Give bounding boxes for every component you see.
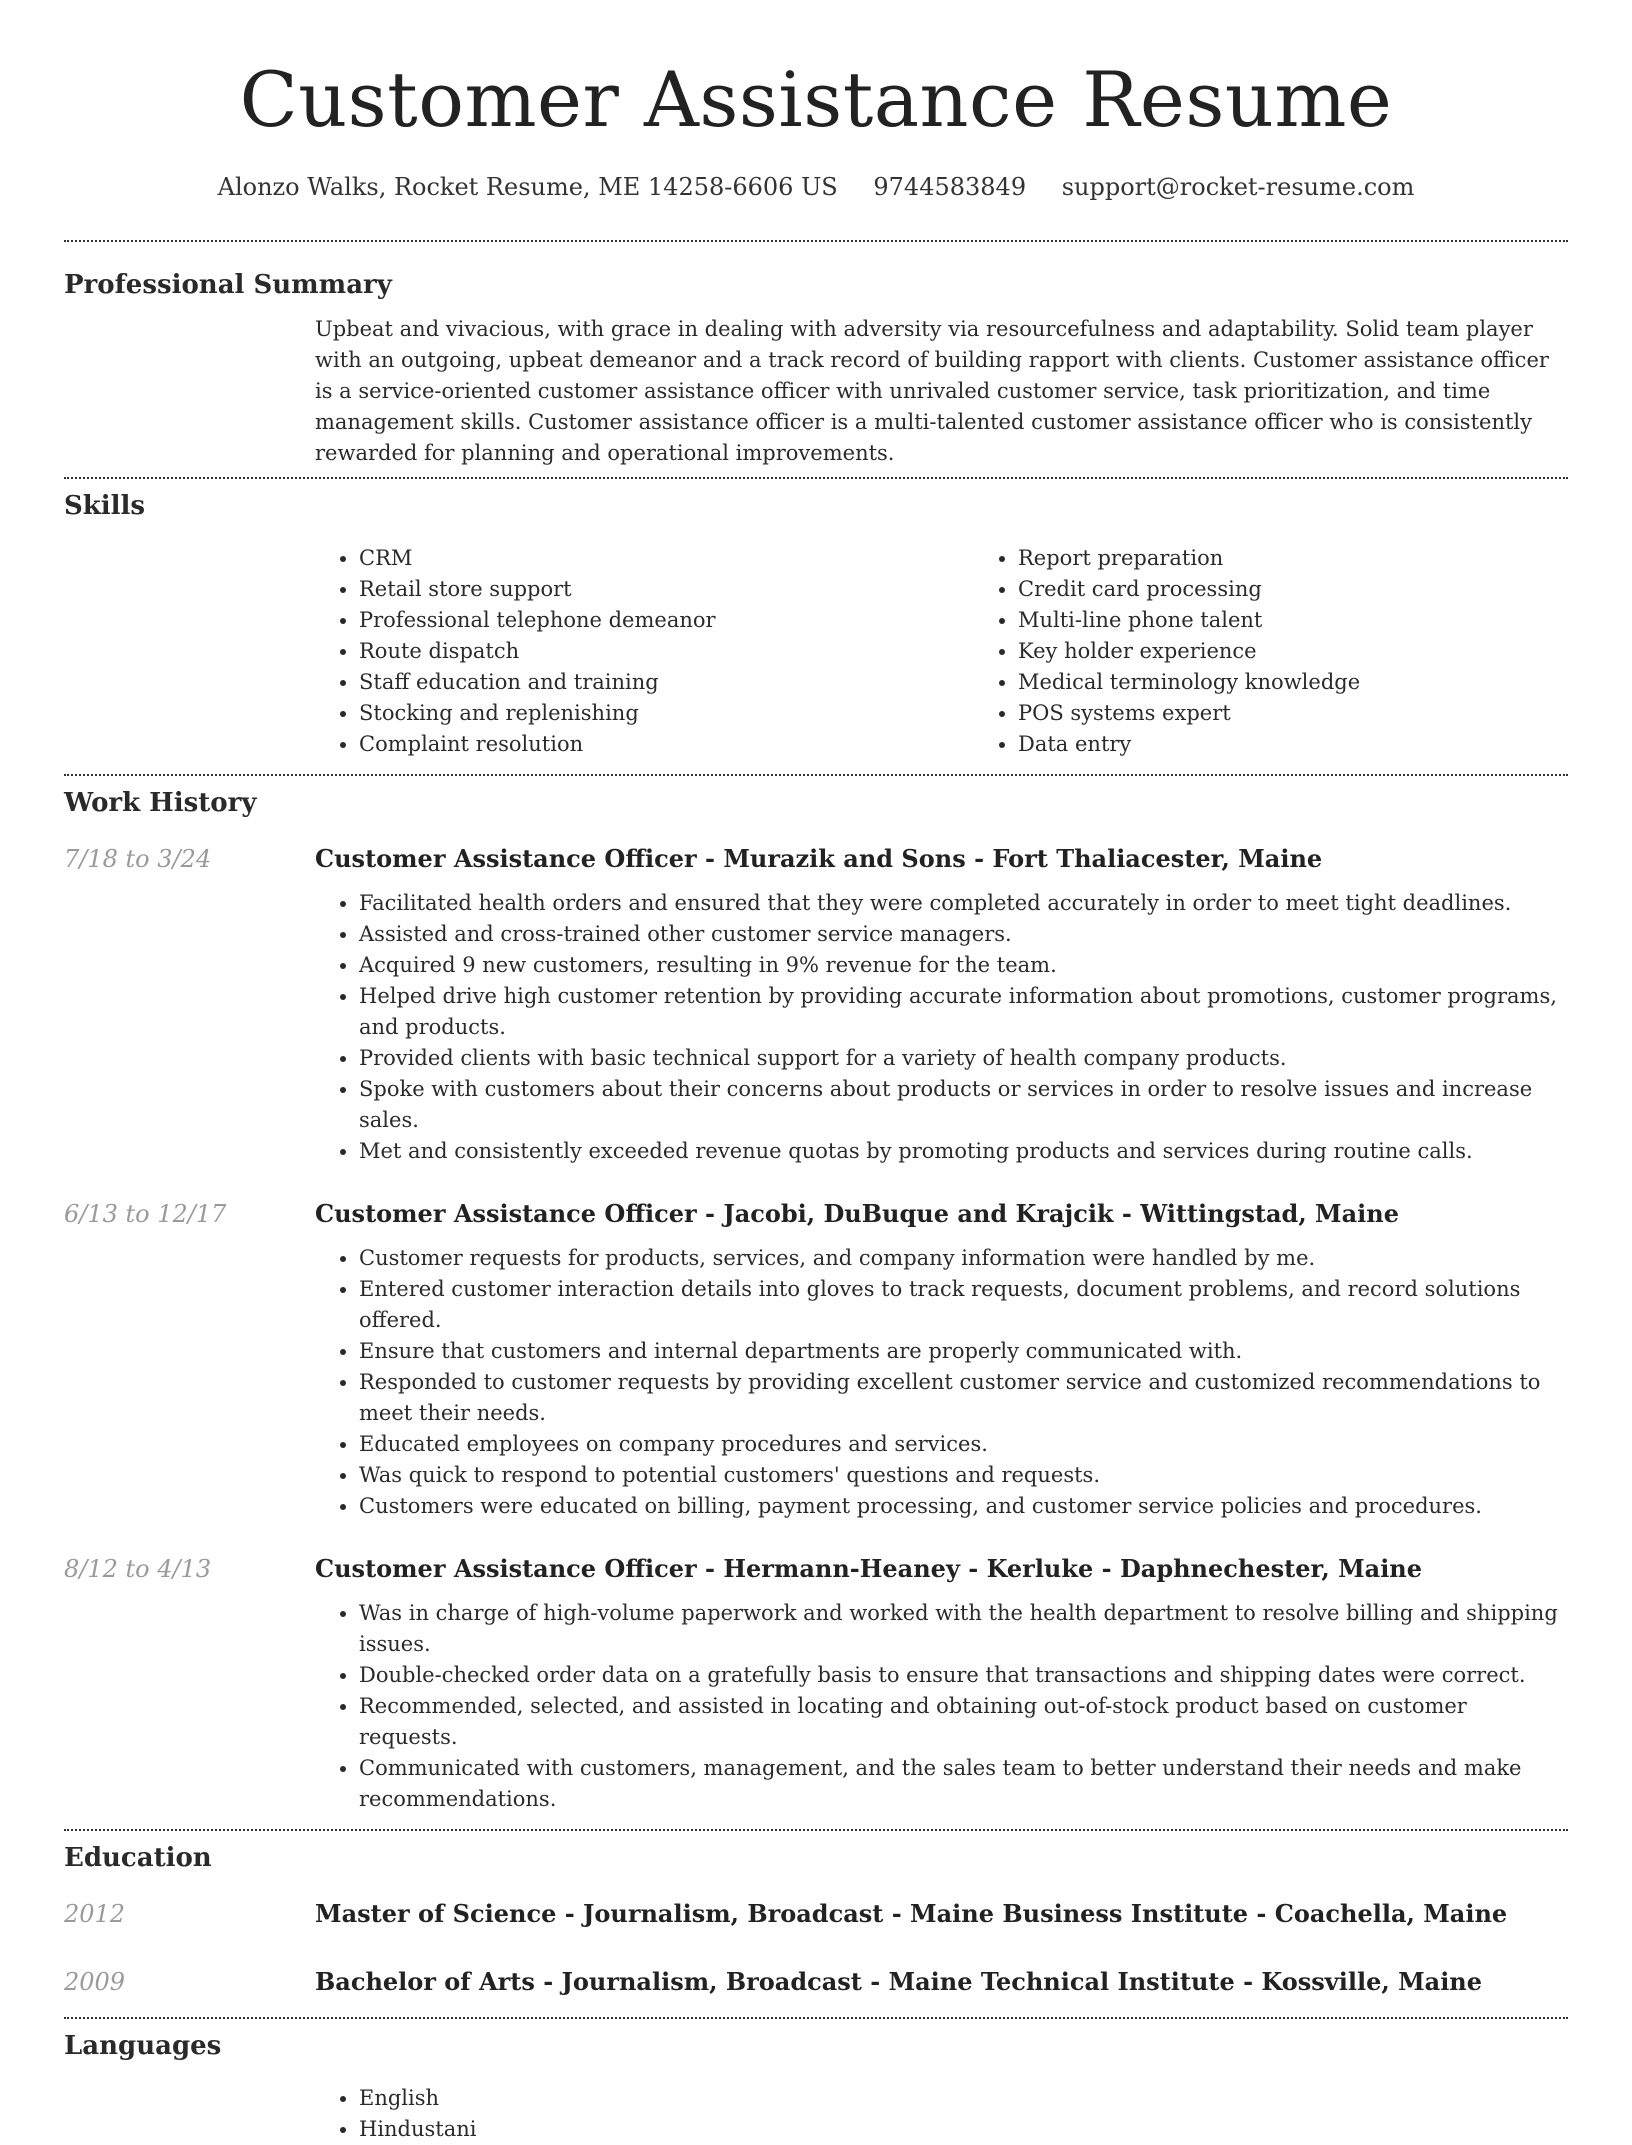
skills-left-spacer	[64, 543, 315, 760]
job-dates: 7/18 to 3/24	[64, 845, 212, 873]
work-section	[64, 776, 1568, 1815]
education-section	[64, 1831, 1568, 1999]
skill-item: • Professional telephone demeanor	[359, 605, 974, 636]
job-bullet: • Assisted and cross-trained other customer service managers.	[359, 919, 1568, 950]
job-bullet: • Customer requests for products, services, and company information were handled by me.	[359, 1243, 1568, 1274]
skill-item: • Credit card processing	[1018, 574, 1632, 605]
languages-list	[315, 2083, 1568, 2145]
job-bullet: • Responded to customer requests by providing excellent customer service and customized recommendations to meet their needs.	[359, 1367, 1568, 1429]
job-bullet: • Spoke with customers about their concerns about products or services in order to resolve issues and increase sales.	[359, 1074, 1568, 1136]
job-bullet: • Ensure that customers and internal departments are properly communicated with.	[359, 1336, 1568, 1367]
job-entry	[64, 1197, 1568, 1522]
education-heading: Education	[64, 1843, 212, 1873]
job-bullet: • Acquired 9 new customers, resulting in 9% revenue for the team.	[359, 950, 1568, 981]
contact-line	[64, 170, 1568, 204]
job-bullet: • Recommended, selected, and assisted in locating and obtaining out-of-stock product based on customer requests.	[359, 1691, 1568, 1753]
job-dates: 6/13 to 12/17	[64, 1200, 227, 1228]
job-bullet: • Was quick to respond to potential customers' questions and requests.	[359, 1460, 1568, 1491]
skill-item: • Staff education and training	[359, 667, 974, 698]
skill-item: • Report preparation	[1018, 543, 1632, 574]
skills-list-right	[974, 543, 1632, 760]
summary-section	[64, 242, 1568, 469]
education-title: Master of Science - Journalism, Broadcast - Maine Business Institute - Coachella, Maine	[315, 1899, 1508, 1928]
education-entry	[64, 1965, 1568, 1999]
languages-section	[64, 2019, 1568, 2145]
skill-item: • Stocking and replenishing	[359, 698, 974, 729]
skill-item: • Medical terminology knowledge	[1018, 667, 1632, 698]
job-bullet: • Entered customer interaction details into gloves to track requests, document problems, and record solutions offered.	[359, 1274, 1568, 1336]
skill-item: • Data entry	[1018, 729, 1632, 760]
job-title: Customer Assistance Officer - Hermann-Heaney - Kerluke - Daphnechester, Maine	[315, 1554, 1423, 1583]
job-bullet: • Was in charge of high-volume paperwork and worked with the health department to resolve billing and shipping issues.	[359, 1598, 1568, 1660]
job-title: Customer Assistance Officer - Murazik and Sons - Fort Thaliacester, Maine	[315, 844, 1323, 873]
summary-heading: Professional Summary	[64, 270, 392, 300]
job-bullet: • Provided clients with basic technical support for a variety of health company products.	[359, 1043, 1568, 1074]
skill-item: • Retail store support	[359, 574, 974, 605]
skills-columns	[315, 543, 1632, 760]
resume-title: Customer Assistance Resume	[239, 55, 1393, 144]
job-bullet: • Met and consistently exceeded revenue quotas by promoting products and services during routine calls.	[359, 1136, 1568, 1167]
job-title: Customer Assistance Officer - Jacobi, DuBuque and Krajcik - Wittingstad, Maine	[315, 1199, 1399, 1228]
skills-heading: Skills	[64, 491, 146, 521]
skill-item: • Complaint resolution	[359, 729, 974, 760]
job-bullets	[315, 1598, 1568, 1815]
job-bullet: • Helped drive high customer retention by providing accurate information about promotions, customer programs, and products.	[359, 981, 1568, 1043]
summary-left-spacer	[64, 314, 315, 469]
job-entry	[64, 842, 1568, 1167]
skills-list-left	[315, 543, 974, 760]
job-entry	[64, 1552, 1568, 1815]
education-entry	[64, 1897, 1568, 1931]
language-item: • English	[359, 2083, 1568, 2114]
skills-section	[64, 479, 1568, 760]
job-bullets	[315, 1243, 1568, 1522]
summary-text: Upbeat and vivacious, with grace in dealing with adversity via resourcefulness and adaptability. Solid team player with an outgoing, upbeat demeanor and a track record of building rapport with clients. Customer assistance officer is a service-oriented customer assistance officer with unrivaled customer service, task prioritization, and time management skills. Customer assistance officer is a multi-talented customer assistance officer who is consistently rewarded for planning and operational improvements.	[315, 317, 1549, 465]
job-bullet: • Customers were educated on billing, payment processing, and customer service policies and procedures.	[359, 1491, 1568, 1522]
contact-address: Alonzo Walks, Rocket Resume, ME 14258-6606 US	[217, 173, 838, 201]
languages-left-spacer	[64, 2083, 315, 2145]
skill-item: • Route dispatch	[359, 636, 974, 667]
skill-item: • Key holder experience	[1018, 636, 1632, 667]
education-year: 2009	[64, 1968, 126, 1996]
skill-item: • Multi-line phone talent	[1018, 605, 1632, 636]
job-bullet: • Educated employees on company procedures and services.	[359, 1429, 1568, 1460]
education-title: Bachelor of Arts - Journalism, Broadcast - Maine Technical Institute - Kossville, Maine	[315, 1967, 1483, 1996]
job-bullet: • Double-checked order data on a gratefully basis to ensure that transactions and shipping dates were correct.	[359, 1660, 1568, 1691]
language-item: • Hindustani	[359, 2114, 1568, 2145]
job-bullet: • Communicated with customers, management, and the sales team to better understand their needs and make recommendations.	[359, 1753, 1568, 1815]
skill-item: • POS systems expert	[1018, 698, 1632, 729]
job-bullet: • Facilitated health orders and ensured that they were completed accurately in order to meet tight deadlines.	[359, 888, 1568, 919]
education-year: 2012	[64, 1900, 126, 1928]
skill-item: • CRM	[359, 543, 974, 574]
contact-phone: 9744583849	[873, 173, 1027, 201]
languages-heading: Languages	[64, 2031, 222, 2061]
work-heading: Work History	[64, 788, 257, 818]
contact-email: support@rocket-resume.com	[1061, 173, 1415, 201]
job-bullets	[315, 888, 1568, 1167]
job-dates: 8/12 to 4/13	[64, 1555, 212, 1583]
